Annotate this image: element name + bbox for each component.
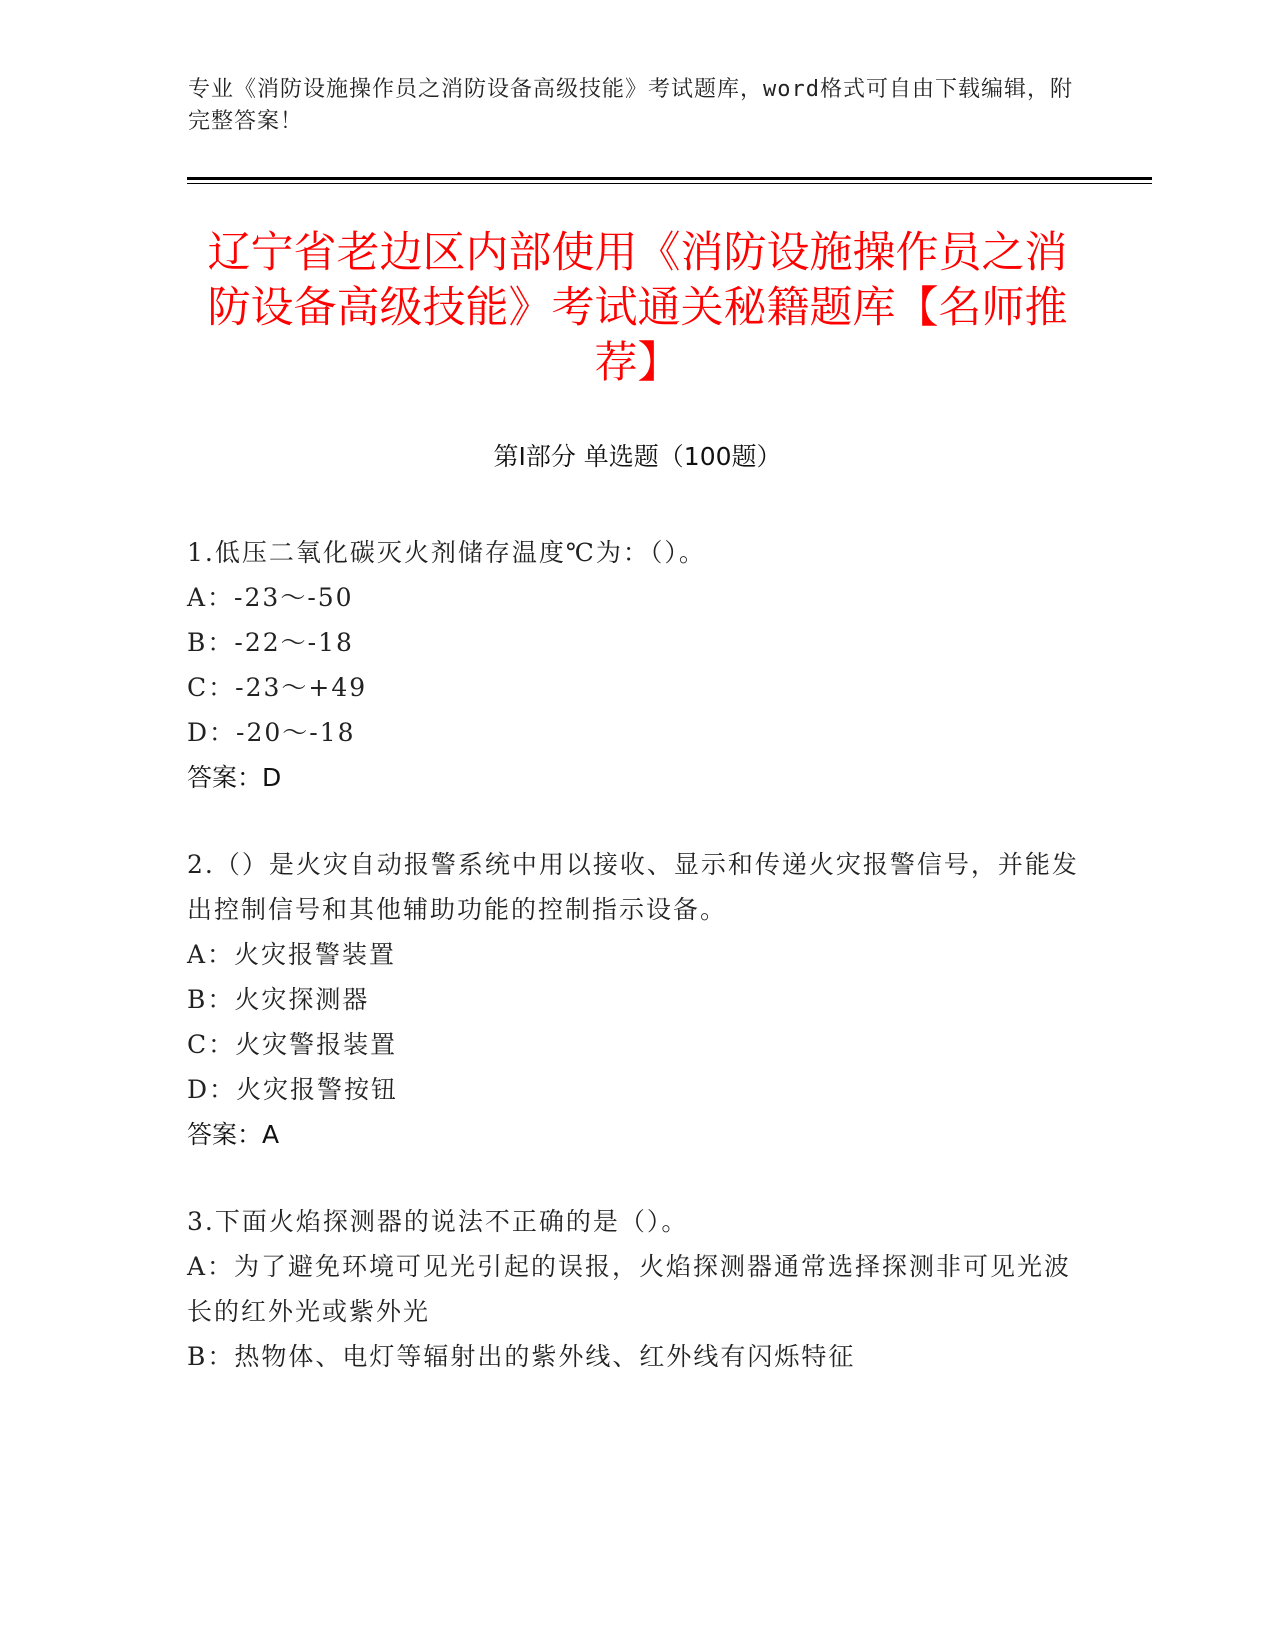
option-b: B：-22～-18 [187, 628, 354, 657]
option-a: A：为了避免环境可见光引起的误报，火焰探测器通常选择探测非可见光波长的红外光或紫外光 [187, 1252, 1072, 1326]
option-d: D：-20～-18 [187, 718, 356, 747]
option-b: B：火灾探测器 [187, 985, 370, 1014]
question-2 [187, 842, 1087, 1157]
section-heading: 第Ⅰ部分 单选题（100题） [493, 442, 782, 471]
question-stem: 1.低压二氧化碳灭火剂储存温度℃为：（）。 [187, 538, 706, 567]
answer-line: 答案：D [187, 763, 282, 792]
question-3 [187, 1199, 1087, 1379]
option-a: A：-23～-50 [187, 583, 354, 612]
header-divider-thick [187, 177, 1152, 180]
document-title: 辽宁省老边区内部使用《消防设施操作员之消防设备高级技能》考试通关秘籍题库【名师推荐】 [207, 228, 1068, 388]
question-1 [187, 530, 1087, 800]
question-stem: 2.（）是火灾自动报警系统中用以接收、显示和传递火灾报警信号，并能发出控制信号和其他辅助功能的控制指示设备。 [187, 850, 1079, 924]
option-a: A：火灾报警装置 [187, 940, 397, 969]
option-c: C：火灾警报装置 [187, 1030, 398, 1059]
question-list [187, 530, 1087, 1421]
option-b: B：热物体、电灯等辐射出的紫外线、红外线有闪烁特征 [187, 1342, 856, 1371]
answer-line: 答案：A [187, 1120, 280, 1149]
header-note: 专业《消防设施操作员之消防设备高级技能》考试题库，word格式可自由下载编辑，附完整答案！ [188, 77, 1073, 134]
header-divider-thin [187, 183, 1152, 184]
option-c: C：-23～+49 [187, 673, 368, 702]
option-d: D：火灾报警按钮 [187, 1075, 399, 1104]
question-stem: 3.下面火焰探测器的说法不正确的是（）。 [187, 1207, 689, 1236]
